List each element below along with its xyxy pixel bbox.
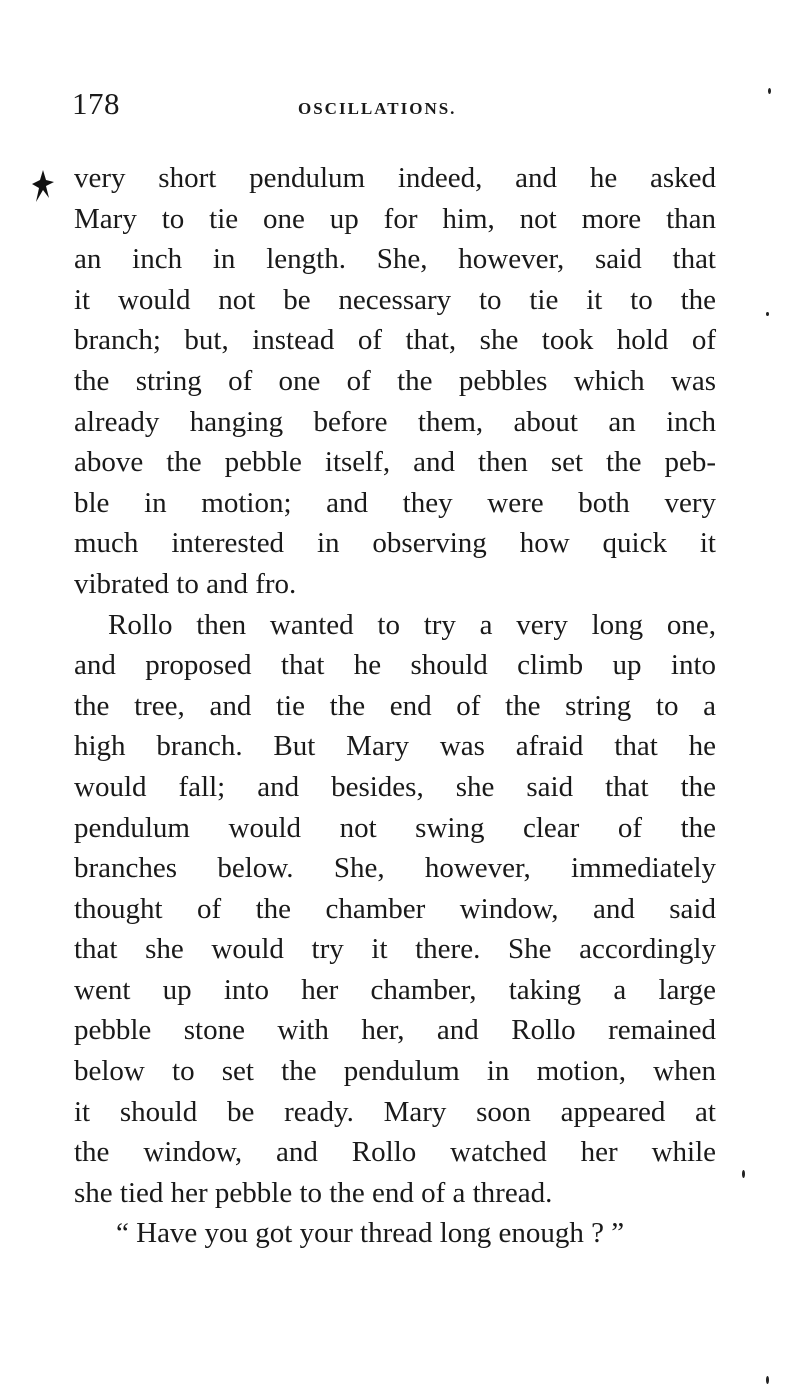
text-line: very short pendulum indeed, and he asked bbox=[74, 162, 716, 194]
text-line: that she would try it there. She accordingly bbox=[74, 933, 716, 966]
text-line: an inch in length. She, however, said that bbox=[74, 243, 716, 276]
text-line: ble in motion; and they were both very bbox=[74, 486, 716, 519]
text-line: the window, and Rollo watched her while bbox=[74, 1136, 716, 1169]
text-line: went up into her chamber, taking a large bbox=[74, 973, 716, 1006]
ink-speck bbox=[766, 1376, 769, 1384]
text-line: much interested in observing how quick it bbox=[74, 527, 716, 560]
page-number: 178 bbox=[72, 86, 120, 121]
text-line: branch; but, instead of that, she took hold of bbox=[74, 324, 716, 357]
body-text bbox=[74, 158, 716, 1254]
text-line: thought of the chamber window, and said bbox=[74, 892, 716, 925]
text-line: Rollo then wanted to try a very long one, bbox=[108, 608, 716, 641]
text-line: below to set the pendulum in motion, when bbox=[74, 1055, 716, 1088]
paragraph-1 bbox=[74, 158, 716, 605]
ink-speck bbox=[766, 312, 769, 316]
running-head: OSCILLATIONS. bbox=[298, 99, 457, 118]
quote-line: “ Have you got your thread long enough ? ” bbox=[116, 1217, 625, 1250]
text-line: the tree, and tie the end of the string to a bbox=[74, 689, 716, 722]
text-line: the string of one of the pebbles which was bbox=[74, 364, 716, 397]
text-line: it would not be necessary to tie it to the bbox=[74, 283, 716, 316]
paragraph-2 bbox=[74, 605, 716, 1214]
text-line: she tied her pebble to the end of a thread. bbox=[74, 1176, 553, 1209]
text-line: above the pebble itself, and then set the peb- bbox=[74, 446, 716, 479]
page-header bbox=[72, 86, 722, 126]
text-line: pebble stone with her, and Rollo remained bbox=[74, 1014, 716, 1047]
text-line: it should be ready. Mary soon appeared at bbox=[74, 1095, 716, 1128]
text-line: already hanging before them, about an inch bbox=[74, 405, 716, 438]
text-line: branches below. She, however, immediately bbox=[74, 852, 716, 885]
text-line: vibrated to and fro. bbox=[74, 567, 297, 600]
text-line: and proposed that he should climb up into bbox=[74, 649, 716, 682]
ink-speck bbox=[768, 88, 771, 94]
printer-mark-icon bbox=[30, 168, 56, 208]
text-line: Mary to tie one up for him, not more than bbox=[74, 202, 716, 235]
text-line: would fall; and besides, she said that the bbox=[74, 770, 716, 803]
ink-speck bbox=[742, 1170, 745, 1178]
text-line: pendulum would not swing clear of the bbox=[74, 811, 716, 844]
text-line: high branch. But Mary was afraid that he bbox=[74, 730, 716, 763]
